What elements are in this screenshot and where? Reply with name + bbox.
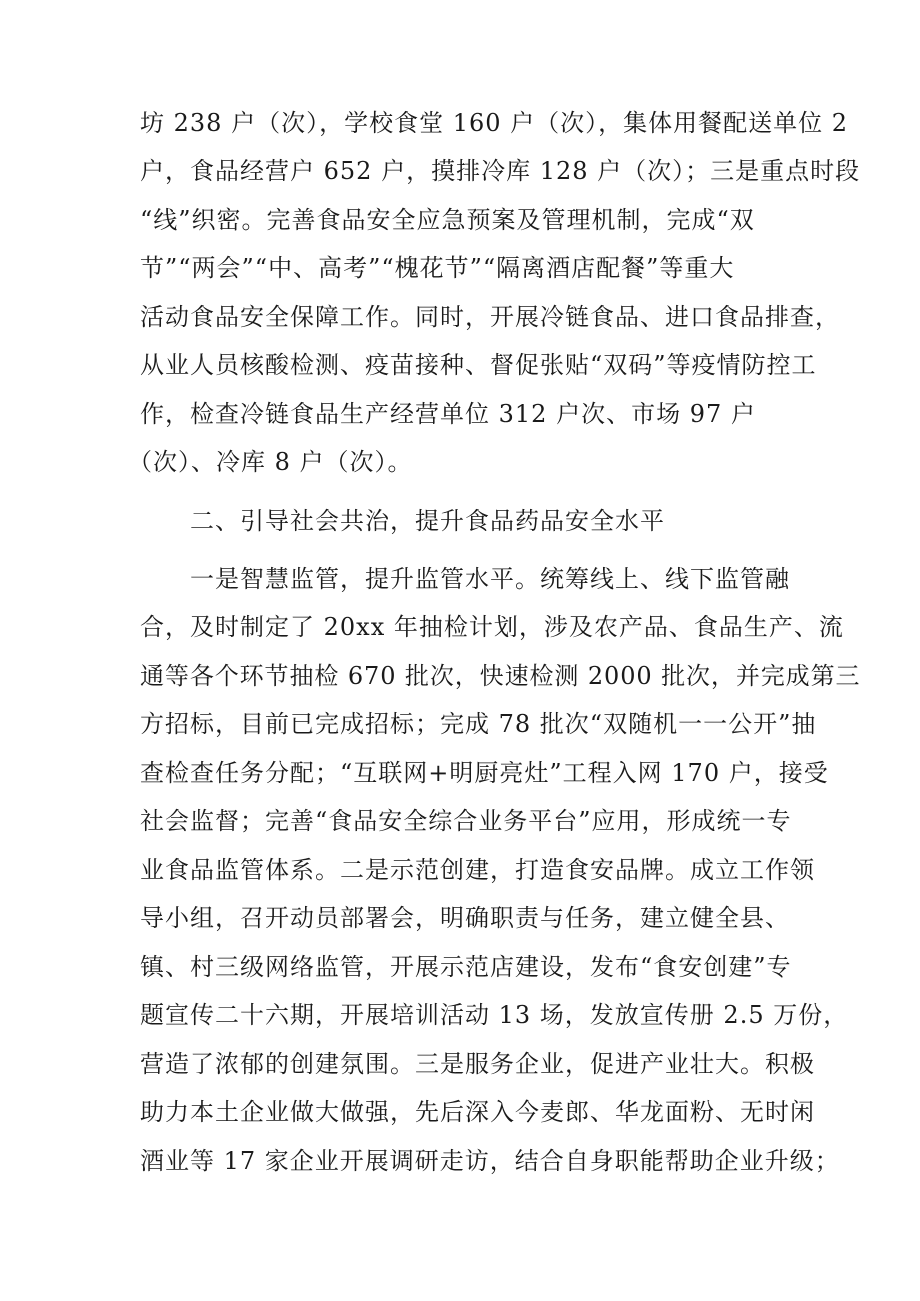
- text-line-8: （次）、冷库 8 户（次）。: [128, 448, 413, 476]
- text-line-2: 户，食品经营户 652 户，摸排冷库 128 户（次）；三是重点时段: [140, 157, 861, 185]
- text-line-13: 方招标，目前已完成招标；完成 78 批次“双随机一一公开”抽: [140, 710, 817, 738]
- text-line-7: 作，检查冷链食品生产经营单位 312 户次、市场 97 户: [140, 400, 756, 428]
- text-line-12: 通等各个环节抽检 670 批次，快速检测 2000 批次，并完成第三: [140, 662, 861, 690]
- text-line-17: 导小组，召开动员部署会，明确职责与任务，建立健全县、: [140, 904, 790, 932]
- text-line-6: 从业人员核酸检测、疫苗接种、督促张贴“双码”等疫情防控工: [140, 351, 817, 379]
- text-line-19: 题宣传二十六期，开展培训活动 13 场，发放宣传册 2.5 万份，: [140, 1001, 849, 1029]
- text-line-15: 社会监督；完善“食品安全综合业务平台”应用，形成统一专: [140, 807, 792, 835]
- text-line-20: 营造了浓郁的创建氛围。三是服务企业，促进产业壮大。积极: [140, 1050, 815, 1078]
- text-line-1: 坊 238 户（次），学校食堂 160 户（次），集体用餐配送单位 2: [140, 109, 849, 137]
- text-line-18: 镇、村三级网络监管，开展示范店建设，发布“食安创建”专: [140, 953, 792, 981]
- text-line-11: 合，及时制定了 20xx 年抽检计划，涉及农产品、食品生产、流: [140, 613, 844, 641]
- text-line-10: 一是智慧监管，提升监管水平。统筹线上、线下监管融: [190, 565, 790, 593]
- text-line-3: “线”织密。完善食品安全应急预案及管理机制，完成“双: [140, 206, 755, 234]
- text-line-21: 助力本土企业做大做强，先后深入今麦郎、华龙面粉、无时闲: [140, 1098, 815, 1126]
- section-heading: 二、引导社会共治，提升食品药品安全水平: [190, 507, 665, 535]
- text-line-5: 活动食品安全保障工作。同时，开展冷链食品、进口食品排查，: [140, 303, 840, 331]
- text-line-16: 业食品监管体系。二是示范创建，打造食安品牌。成立工作领: [140, 856, 815, 884]
- text-line-4: 节”“两会”“中、高考”“槐花节”“隔离酒店配餐”等重大: [140, 254, 735, 282]
- text-line-14: 查检查任务分配；“互联网+明厨亮灶”工程入网 170 户，接受: [140, 759, 829, 787]
- text-line-22: 酒业等 17 家企业开展调研走访，结合自身职能帮助企业升级；: [140, 1147, 840, 1175]
